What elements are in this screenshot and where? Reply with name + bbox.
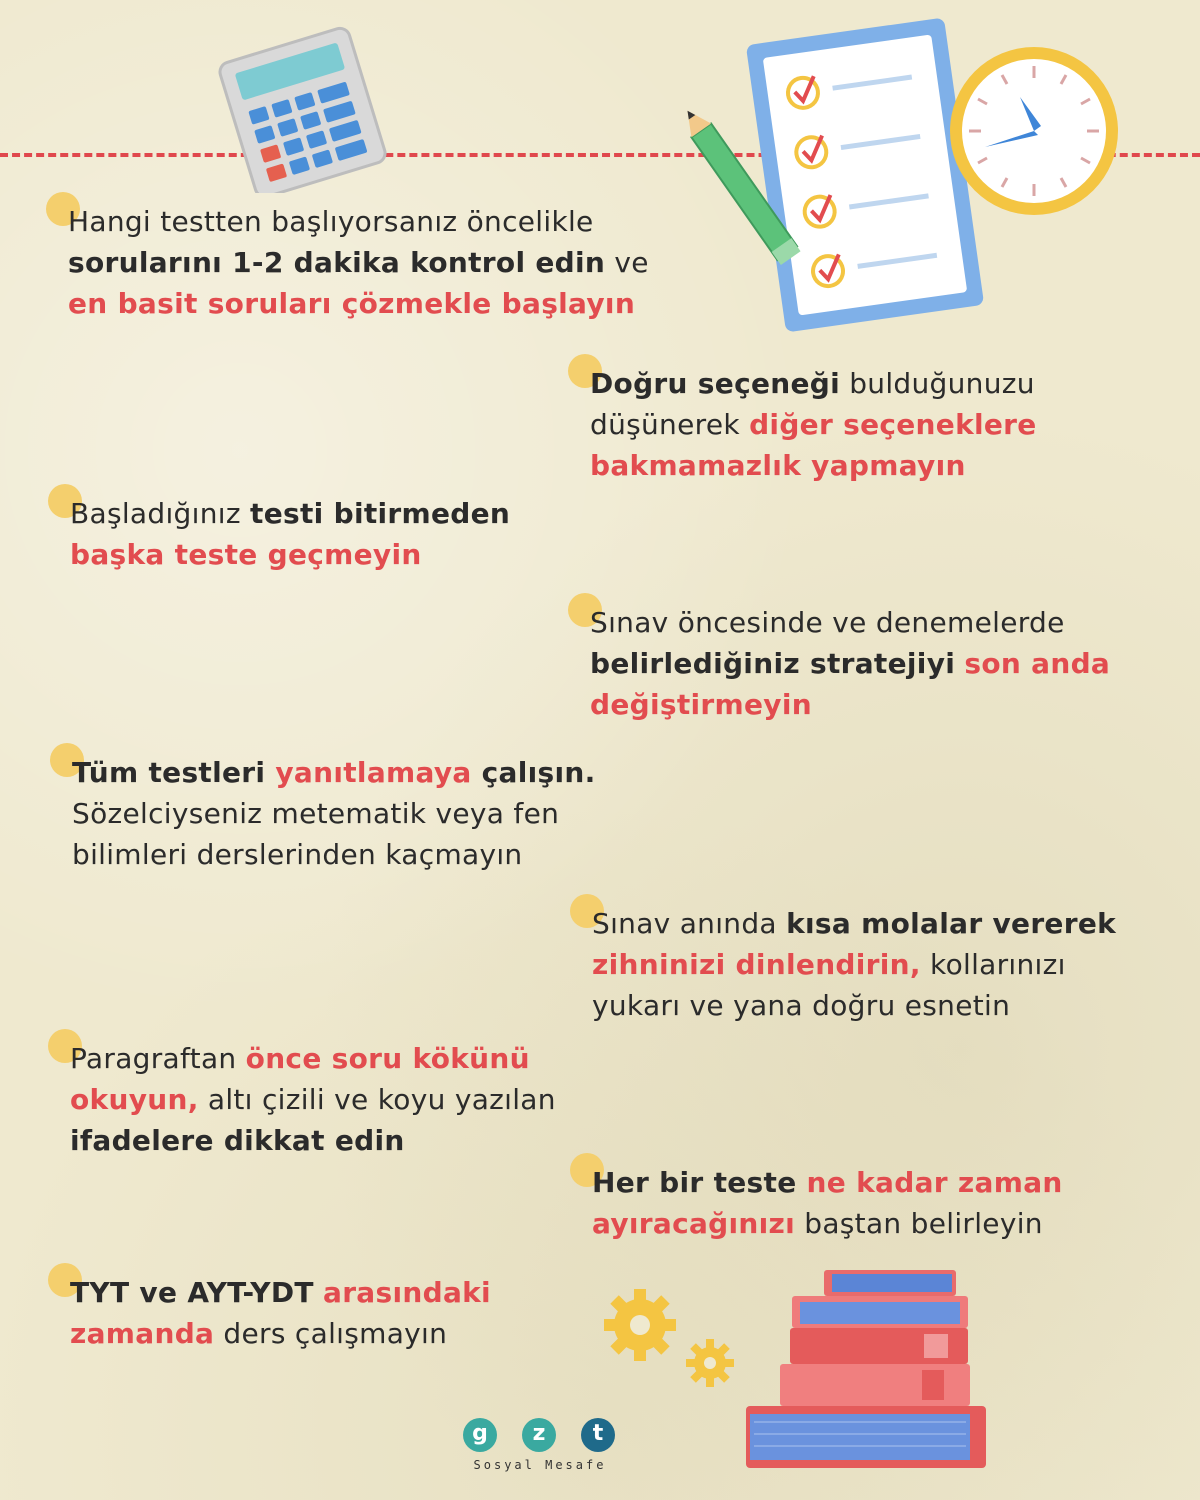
- tip-6-text-d: kollarınızı: [920, 948, 1066, 981]
- tip-9-text-e: ders çalışmayın: [214, 1317, 448, 1350]
- tip-1: [68, 201, 649, 324]
- tip-2-text-d: diğer seçeneklere: [749, 408, 1037, 441]
- tip-6-text-e: yukarı ve yana doğru esnetin: [592, 989, 1011, 1022]
- tip-4-text-b: belirlediğiniz stratejiyi: [590, 647, 956, 680]
- tip-1-text-d: en basit soruları çözmekle başlayın: [68, 287, 636, 320]
- gears-icon: [600, 1285, 745, 1395]
- tip-7-text-c: okuyun,: [70, 1083, 199, 1116]
- tip-8-text-a: Her bir teste: [592, 1166, 807, 1199]
- tip-5-text-d: Sözelciyseniz metematik veya fen: [72, 797, 560, 830]
- tip-4-text-c: [955, 647, 964, 680]
- tip-2-text-a: Doğru seçeneği: [590, 367, 841, 400]
- clock-icon: [945, 42, 1123, 220]
- books-stack-icon: [740, 1262, 995, 1477]
- tip-5-text-b: yanıtlamaya: [275, 756, 472, 789]
- calculator-icon: [205, 18, 395, 193]
- tip-6-text-b: kısa molalar vererek: [786, 907, 1117, 940]
- tip-4-text-d: son anda: [964, 647, 1111, 680]
- tip-9-text-b: [314, 1276, 323, 1309]
- tip-5-text-e: bilimleri derslerinden kaçmayın: [72, 838, 523, 871]
- tip-8-text-b: ne kadar zaman: [806, 1166, 1063, 1199]
- tip-7-text-b: önce soru kökünü: [245, 1042, 530, 1075]
- tip-9: [70, 1272, 491, 1354]
- tip-7-text-a: Paragraftan: [70, 1042, 246, 1075]
- tip-3-text-c: başka teste geçmeyin: [70, 538, 422, 571]
- tip-8: [592, 1162, 1063, 1244]
- tip-6-text-c: zihninizi dinlendirin,: [592, 948, 921, 981]
- tip-1-text-c: ve: [605, 246, 649, 279]
- tip-4-text-a: Sınav öncesinde ve denemelerde: [590, 606, 1065, 639]
- tip-4-text-e: değiştirmeyin: [590, 688, 812, 721]
- tip-9-text-c: arasındaki: [323, 1276, 491, 1309]
- logo-letter-g: g: [463, 1418, 497, 1452]
- tip-3: [70, 493, 510, 575]
- tip-8-text-c: ayıracağınızı: [592, 1207, 796, 1240]
- tip-5: [72, 752, 596, 875]
- tip-2-text-c: düşünerek: [590, 408, 750, 441]
- logo-letter-t: t: [581, 1418, 615, 1452]
- gzt-logo: [460, 1418, 620, 1478]
- tip-2: [590, 363, 1037, 486]
- tip-3-text-a: Başladığınız: [70, 497, 251, 530]
- tip-2-text-b: bulduğunuzu: [840, 367, 1035, 400]
- tip-1-text-a: Hangi testten başlıyorsanız öncelikle: [68, 205, 594, 238]
- tip-6: [592, 903, 1116, 1026]
- tip-1-text-b: sorularını 1-2 dakika kontrol edin: [68, 246, 606, 279]
- tip-7-text-d: altı çizili ve koyu yazılan: [198, 1083, 556, 1116]
- tip-5-text-c: çalışın.: [471, 756, 596, 789]
- tip-4: [590, 602, 1110, 725]
- tip-8-text-d: baştan belirleyin: [795, 1207, 1043, 1240]
- tip-3-text-b: testi bitirmeden: [250, 497, 511, 530]
- logo-subtitle: Sosyal Mesafe: [473, 1458, 607, 1472]
- tip-7-text-e: ifadelere dikkat edin: [70, 1124, 405, 1157]
- pencil-icon: [680, 105, 820, 295]
- tip-9-text-a: TYT ve AYT-YDT: [70, 1276, 314, 1309]
- logo-letter-z: z: [522, 1418, 556, 1452]
- tip-7: [70, 1038, 556, 1161]
- tip-5-text-a: Tüm testleri: [72, 756, 276, 789]
- tip-9-text-d: zamanda: [70, 1317, 215, 1350]
- tip-6-text-a: Sınav anında: [592, 907, 787, 940]
- tip-2-text-e: bakmamazlık yapmayın: [590, 449, 966, 482]
